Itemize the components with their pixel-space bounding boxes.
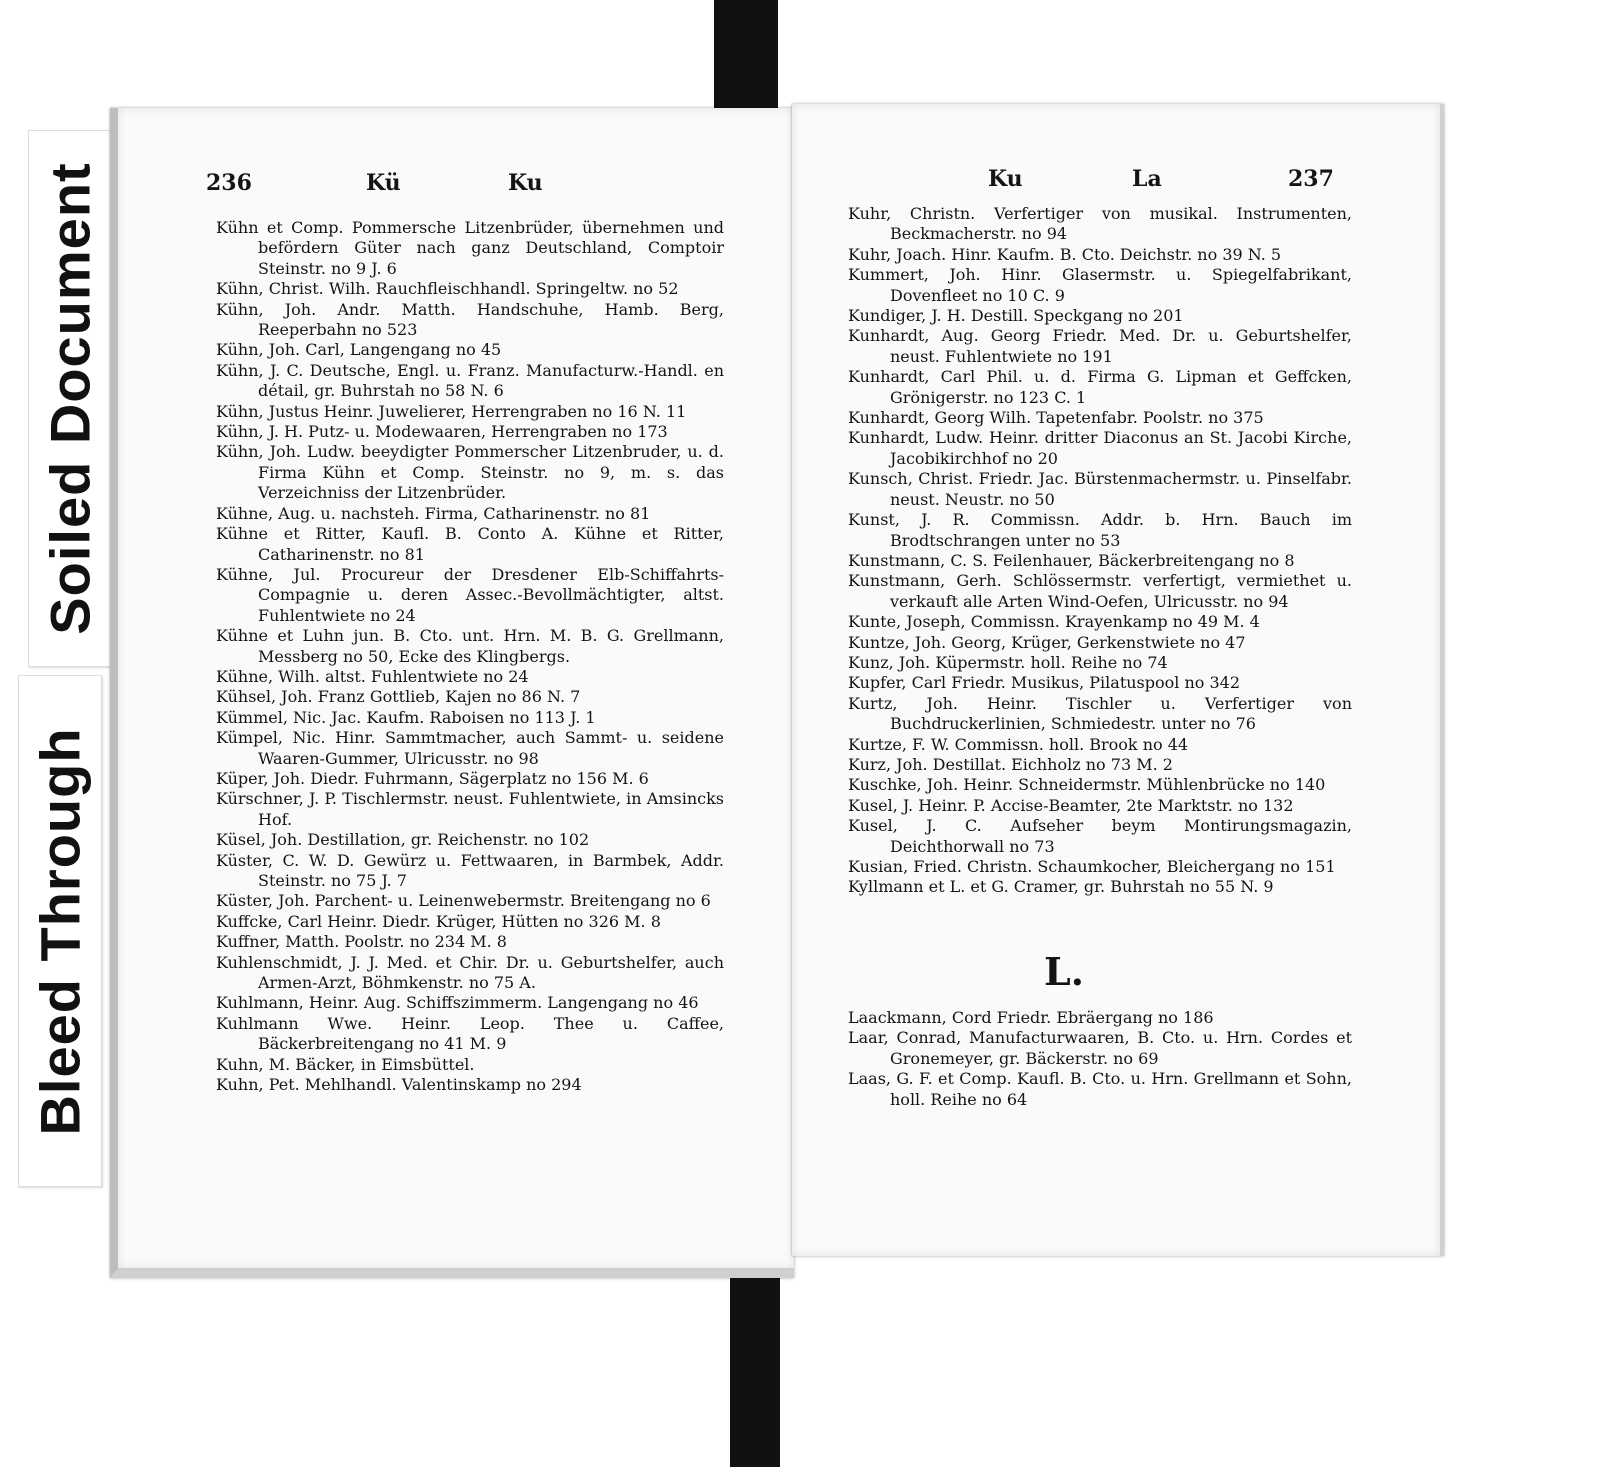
directory-entry: Kusel, J. C. Aufseher beym Montirungsmagazin, Deichthorwall no 73 — [848, 816, 1352, 856]
directory-entry: Kühne, Aug. u. nachsteh. Firma, Catharinenstr. no 81 — [216, 503, 651, 523]
section-letter: L. — [1044, 949, 1084, 994]
directory-entry: Kunhardt, Georg Wilh. Tapetenfabr. Poolstr. no 375 — [848, 408, 1264, 428]
directory-entry: Kupfer, Carl Friedr. Musikus, Pilatuspool no 342 — [848, 673, 1241, 693]
running-head-last: La — [1132, 166, 1162, 192]
directory-entry: Kühn et Comp. Pommersche Litzenbrüder, übernehmen und befördern Güter nach ganz Deutschland, Comptoir Steinstr. no 9 J. 6 — [216, 218, 724, 278]
right-page-header — [792, 166, 1440, 196]
l-entry-list — [848, 1008, 1352, 1110]
directory-entry: Kühne et Ritter, Kaufl. B. Conto A. Kühne et Ritter, Catharinenstr. no 81 — [216, 524, 724, 564]
directory-entry: Kummert, Joh. Hinr. Glasermstr. u. Spiegelfabrikant, Dovenfleet no 10 C. 9 — [848, 265, 1352, 305]
directory-entry: Kühn, J. C. Deutsche, Engl. u. Franz. Manufacturw.-Handl. en détail, gr. Buhrstah no 58 N. 6 — [216, 360, 724, 401]
running-head-last: Ku — [508, 170, 543, 196]
directory-entry: Kühne, Wilh. altst. Fuhlentwiete no 24 — [216, 666, 529, 686]
bleed-through-label — [18, 675, 102, 1187]
directory-entry: Kurtze, F. W. Commissn. holl. Brook no 44 — [848, 734, 1189, 754]
left-page-header — [118, 170, 794, 200]
soiled-document-text: Soiled Document — [38, 162, 102, 635]
directory-entry: Kühn, J. H. Putz- u. Modewaaren, Herrengraben no 173 — [216, 422, 668, 442]
directory-entry: Kuhr, Christn. Verfertiger von musikal. Instrumenten, Beckmacherstr. no 94 — [848, 204, 1352, 244]
directory-entry: Laackmann, Cord Friedr. Ebräergang no 186 — [848, 1008, 1214, 1027]
directory-entry: Küsel, Joh. Destillation, gr. Reichenstr. no 102 — [216, 830, 590, 850]
directory-entry: Kühn, Joh. Ludw. beeydigter Pommerscher Litzenbruder, u. d. Firma Kühn et Comp. Steinstr. no 9, m. s. das Verzeichniss der Litzenbrüder. — [216, 442, 724, 503]
directory-entry: Küster, Joh. Parchent- u. Leinenwebermstr. Breitengang no 6 — [216, 891, 711, 911]
running-head-first: Kü — [366, 170, 401, 196]
directory-entry: Kühn, Justus Heinr. Juwelierer, Herrengraben no 16 N. 11 — [216, 401, 687, 421]
page-number: 236 — [206, 170, 252, 196]
directory-entry: Kuhlmann, Heinr. Aug. Schiffszimmerm. Langengang no 46 — [216, 993, 699, 1013]
directory-entry: Kurtz, Joh. Heinr. Tischler u. Verfertiger von Buchdruckerlinien, Schmiedestr. unter no 76 — [848, 693, 1352, 734]
running-head-first: Ku — [988, 166, 1023, 192]
directory-entry: Kuffner, Matth. Poolstr. no 234 M. 8 — [216, 932, 507, 952]
bleed-through-text: Bleed Through — [28, 726, 92, 1136]
directory-entry: Kunstmann, Gerh. Schlössermstr. verfertigt, vermiethet u. verkauft alle Arten Wind-Oefen, Ulricusstr. no 94 — [848, 571, 1352, 611]
directory-entry: Kühsel, Joh. Franz Gottlieb, Kajen no 86 N. 7 — [216, 687, 581, 707]
directory-entry: Kühne, Jul. Procureur der Dresdener Elb-Schiffahrts-Compagnie u. deren Assec.-Bevollmächtigter, altst. Fuhlentwiete no 24 — [216, 564, 724, 625]
directory-entry: Laar, Conrad, Manufacturwaaren, B. Cto. u. Hrn. Cordes et Gronemeyer, gr. Bäckerstr. no 69 — [848, 1028, 1352, 1068]
directory-entry: Kuhlmann Wwe. Heinr. Leop. Thee u. Caffee, Bäckerbreitengang no 41 M. 9 — [216, 1013, 724, 1054]
directory-entry: Kunst, J. R. Commissn. Addr. b. Hrn. Bauch im Brodtschrangen unter no 53 — [848, 510, 1352, 550]
directory-entry: Kümmel, Nic. Jac. Kaufm. Raboisen no 113 J. 1 — [216, 707, 596, 727]
directory-entry: Kühn, Joh. Andr. Matth. Handschuhe, Hamb. Berg, Reeperbahn no 523 — [216, 299, 724, 340]
directory-entry: Kunz, Joh. Küpermstr. holl. Reihe no 74 — [848, 652, 1168, 672]
directory-entry: Kümpel, Nic. Hinr. Sammtmacher, auch Sammt- u. seidene Waaren-Gummer, Ulricusstr. no 98 — [216, 728, 724, 768]
directory-entry: Kühn, Christ. Wilh. Rauchfleischhandl. Springeltw. no 52 — [216, 279, 679, 299]
directory-entry: Kuhn, Pet. Mehlhandl. Valentinskamp no 294 — [216, 1075, 582, 1095]
directory-entry: Kyllmann et L. et G. Cramer, gr. Buhrstah no 55 N. 9 — [848, 877, 1274, 897]
directory-entry: Kuhr, Joach. Hinr. Kaufm. B. Cto. Deichstr. no 39 N. 5 — [848, 244, 1282, 264]
directory-entry: Kühn, Joh. Carl, Langengang no 45 — [216, 340, 502, 360]
directory-entry: Kuntze, Joh. Georg, Krüger, Gerkenstwiete no 47 — [848, 632, 1246, 652]
right-page — [792, 104, 1444, 1256]
page-number: 237 — [1288, 166, 1334, 192]
side-labels — [18, 130, 110, 1190]
left-page — [110, 108, 794, 1278]
directory-entry: Küster, C. W. D. Gewürz u. Fettwaaren, in Barmbek, Addr. Steinstr. no 75 J. 7 — [216, 850, 724, 890]
directory-entry: Kuhn, M. Bäcker, in Eimsbüttel. — [216, 1054, 475, 1074]
directory-entry: Küper, Joh. Diedr. Fuhrmann, Sägerplatz no 156 M. 6 — [216, 768, 649, 788]
directory-entry: Kunte, Joseph, Commissn. Krayenkamp no 49 M. 4 — [848, 612, 1260, 632]
binding-strip-bottom — [730, 1268, 780, 1467]
directory-entry: Kürschner, J. P. Tischlermstr. neust. Fuhlentwiete, in Amsincks Hof. — [216, 789, 724, 829]
binding-strip-top — [714, 0, 778, 118]
directory-entry: Kunsch, Christ. Friedr. Jac. Bürstenmachermstr. u. Pinselfabr. neust. Neustr. no 50 — [848, 469, 1352, 509]
directory-entry: Kusel, J. Heinr. P. Accise-Beamter, 2te Marktstr. no 132 — [848, 795, 1294, 815]
soiled-document-label — [28, 130, 112, 667]
left-entry-list — [216, 218, 724, 1095]
directory-entry: Kuhlenschmidt, J. J. Med. et Chir. Dr. u. Geburtshelfer, auch Armen-Arzt, Böhmkenstr. no 75 A. — [216, 952, 724, 993]
directory-entry: Kunhardt, Carl Phil. u. d. Firma G. Lipman et Geffcken, Grönigerstr. no 123 C. 1 — [848, 367, 1352, 407]
directory-entry: Kunhardt, Aug. Georg Friedr. Med. Dr. u. Geburtshelfer, neust. Fuhlentwiete no 191 — [848, 326, 1352, 366]
directory-entry: Kusian, Fried. Christn. Schaumkocher, Bleichergang no 151 — [848, 857, 1336, 876]
directory-entry: Kundiger, J. H. Destill. Speckgang no 201 — [848, 306, 1184, 326]
directory-entry: Kuffcke, Carl Heinr. Diedr. Krüger, Hütten no 326 M. 8 — [216, 911, 661, 931]
directory-entry: Kurz, Joh. Destillat. Eichholz no 73 M. 2 — [848, 754, 1173, 774]
directory-entry: Kunhardt, Ludw. Heinr. dritter Diaconus an St. Jacobi Kirche, Jacobikirchhof no 20 — [848, 428, 1352, 468]
directory-entry: Kühne et Luhn jun. B. Cto. unt. Hrn. M. B. G. Grellmann, Messberg no 50, Ecke des Klingbergs. — [216, 626, 724, 666]
directory-entry: Kunstmann, C. S. Feilenhauer, Bäckerbreitengang no 8 — [848, 550, 1295, 570]
directory-entry: Laas, G. F. et Comp. Kaufl. B. Cto. u. Hrn. Grellmann et Sohn, holl. Reihe no 64 — [848, 1069, 1352, 1109]
right-entry-list — [848, 204, 1352, 898]
directory-entry: Kuschke, Joh. Heinr. Schneidermstr. Mühlenbrücke no 140 — [848, 775, 1326, 795]
